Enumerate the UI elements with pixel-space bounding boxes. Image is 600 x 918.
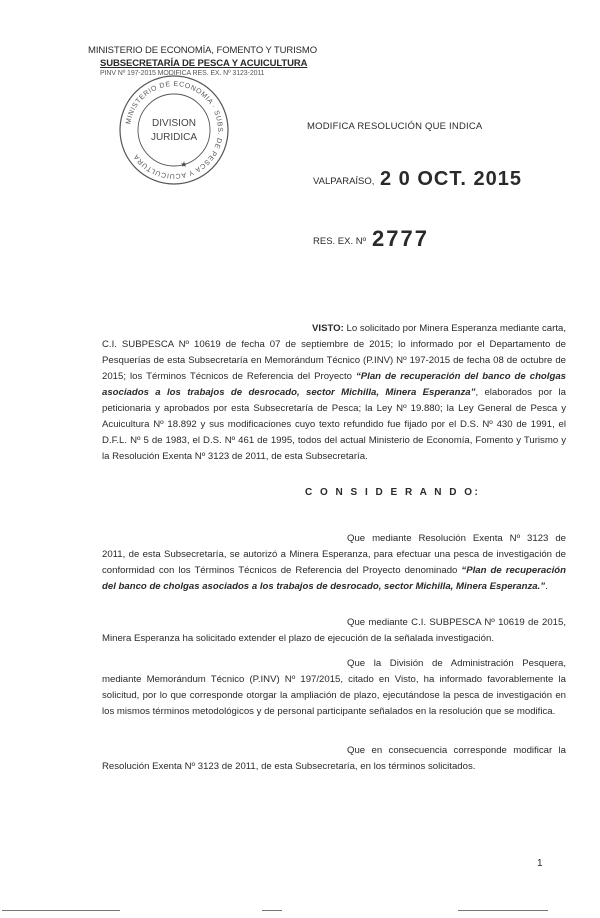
considerando-paragraph-2 xyxy=(102,615,566,647)
date-stamp: 2 0 OCT. 2015 xyxy=(380,168,522,190)
resolution-number: 2777 xyxy=(372,226,429,251)
place-label: VALPARAÍSO, xyxy=(313,176,375,187)
stamp-ring-text: MINISTERIO DE ECONOMIA · SUBS. DE PESCA Y ACUICULTURA xyxy=(125,80,224,180)
visto-paragraph xyxy=(102,321,566,465)
resolution-label: RES. EX. Nº xyxy=(313,236,367,247)
division-juridica-stamp xyxy=(116,72,232,188)
stamp-star-icon: ★ xyxy=(180,160,188,169)
visto-project-title: “Plan de recuperación del banco de cholgas asociados a los trabajos de desrocado, sector Michilla, Minera Esperanza” xyxy=(102,371,566,398)
stamp-line-2: JURIDICA xyxy=(150,132,198,143)
visto-keyword: VISTO: xyxy=(312,323,344,334)
undersecretariat-header: SUBSECRETARÍA DE PESCA Y ACUICULTURA xyxy=(100,58,308,69)
stamp-seal-icon xyxy=(116,72,232,188)
visto-text-1: Lo solicitado por Minera Esperanza mediante carta, C.I. SUBPESCA Nº 10619 de fecha 07 de septiembre de 2015; lo informado por el Departamento de Pesquerías de esta Subsecretaría en Memorándum Técnico (P.INV) Nº 197-2015 de fecha 08 de octubre de 2015; los Términos Técnicos de Referencia del Proyecto xyxy=(102,323,566,382)
p1-text: Que mediante Resolución Exenta Nº 3123 de 2011, de esta Subsecretaría, se autorizó a Minera Esperanza, para efectuar una pesca de investigación de conformidad con los Términos Técnicos de Referencia del Proyecto denominado xyxy=(102,533,566,576)
subject-line: MODIFICA RESOLUCIÓN QUE INDICA xyxy=(307,121,483,132)
p4-text: Que en consecuencia corresponde modificar la Resolución Exenta Nº 3123 de 2011, de esta Subsecretaría, en los términos solicitados. xyxy=(102,745,566,772)
considerando-heading: C O N S I D E R A N D O: xyxy=(305,487,481,498)
footer-line-right xyxy=(458,910,548,911)
p1-project-title: “Plan de recuperación del banco de cholgas asociados a los trabajos de desrocado, sector Michilla, Minera Esperanza.” xyxy=(102,565,566,592)
p2-text: Que mediante C.I. SUBPESCA Nº 10619 de 2015, Minera Esperanza ha solicitado extender el plazo de ejecución de la señalada investigación. xyxy=(102,617,566,644)
stamp-line-1: DIVISION xyxy=(152,118,196,129)
p3-text: Que la División de Administración Pesquera, mediante Memorándum Técnico (P.INV) Nº 197/2015, citado en Visto, ha informado favorablemente la solicitud, por lo que corresponde otorgar la ampliación de plazo, ejecutándose la pesca de investigación en los mismos términos metodológicos y de personal participante señalados en la resolución que se modifica. xyxy=(102,658,566,717)
considerando-paragraph-4 xyxy=(102,743,566,775)
visto-text-2: , elaborados por la peticionaria y aprobados por esta Subsecretaría de Pesca; la Ley Nº 19.880; la Ley General de Pesca y Acuicultura Nº 18.892 y sus modificaciones cuyo texto refundido fue fijado por el D.S. Nº 430 de 1991, el D.F.L. Nº 5 de 1983, el D.S. Nº 461 de 1995, todos del actual Ministerio de Economía, Fomento y Turismo y la Resolución Exenta Nº 3123 de 2011, de esta Subsecretaría. xyxy=(102,387,566,462)
considerando-paragraph-3 xyxy=(102,656,566,720)
footer-line-mid xyxy=(262,910,282,911)
considerando-paragraph-1 xyxy=(102,531,566,595)
reference-line: PINV Nº 197-2015 MODIFICA RES. EX. Nº 3123-2011 xyxy=(100,70,265,77)
footer-line-left xyxy=(2,910,120,911)
page-number: 1 xyxy=(537,858,543,869)
p1-end: . xyxy=(545,581,548,592)
svg-text:MINISTERIO DE ECONOMIA · SUBS. xyxy=(125,81,223,179)
ministry-header: MINISTERIO DE ECONOMÍA, FOMENTO Y TURISMO xyxy=(88,45,318,56)
